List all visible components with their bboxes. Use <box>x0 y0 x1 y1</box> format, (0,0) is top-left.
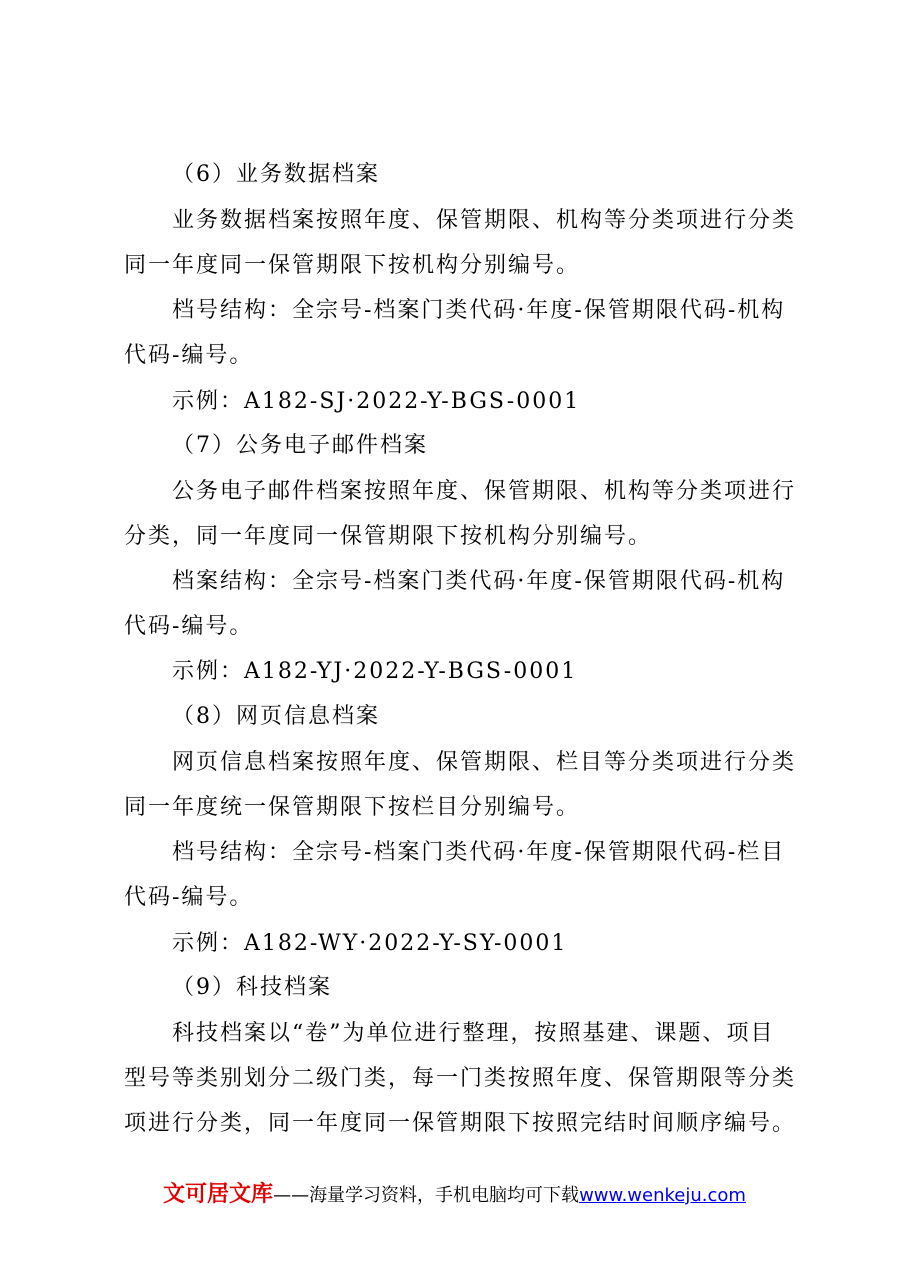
paragraph-line: 公务电子邮件档案按照年度、保管期限、机构等分类项进行 <box>172 479 797 504</box>
paragraph-line: 网页信息档案按照年度、保管期限、栏目等分类项进行分类 <box>172 750 797 775</box>
paragraph-line: 项进行分类，同一年度同一保管期限下按照完结时间顺序编号。 <box>124 1111 797 1136</box>
brand-name: 文可居文库 <box>163 1182 274 1207</box>
footer-tagline: ——海量学习资料，手机电脑均可下载 <box>273 1185 580 1206</box>
paragraph-line: 档号结构：全宗号-档案门类代码·年度-保管期限代码-栏目 <box>172 840 786 865</box>
paragraph-line: 代码-编号。 <box>124 343 254 368</box>
footer-banner <box>0 1180 909 1211</box>
paragraph-line: 档案结构：全宗号-档案门类代码·年度-保管期限代码-机构 <box>172 569 786 594</box>
site-link[interactable]: www.wenkeju.com <box>579 1185 746 1206</box>
paragraph-line: 业务数据档案按照年度、保管期限、机构等分类项进行分类 <box>172 208 797 233</box>
paragraph-line: 同一年度统一保管期限下按栏目分别编号。 <box>124 795 581 820</box>
paragraph-line: 代码-编号。 <box>124 614 254 639</box>
example-line: 示例：A182-SJ·2022-Y-BGS-0001 <box>172 389 581 414</box>
paragraph-line: 档号结构：全宗号-档案门类代码·年度-保管期限代码-机构 <box>172 298 786 323</box>
section-heading-8: （8）网页信息档案 <box>172 704 380 729</box>
paragraph-line: 科技档案以“卷”为单位进行整理，按照基建、课题、项目 <box>172 1021 775 1046</box>
paragraph-line: 代码-编号。 <box>124 885 254 910</box>
paragraph-line: 分类，同一年度同一保管期限下按机构分别编号。 <box>124 524 653 549</box>
example-line: 示例：A182-WY·2022-Y-SY-0001 <box>172 931 568 956</box>
paragraph-line: 型号等类别划分二级门类，每一门类按照年度、保管期限等分类 <box>124 1066 797 1091</box>
section-heading-6: （6）业务数据档案 <box>172 162 380 187</box>
paragraph-line: 同一年度同一保管期限下按机构分别编号。 <box>124 253 581 278</box>
section-heading-9: （9）科技档案 <box>172 975 332 1000</box>
example-line: 示例：A182-YJ·2022-Y-BGS-0001 <box>172 659 578 684</box>
section-heading-7: （7）公务电子邮件档案 <box>172 433 428 458</box>
